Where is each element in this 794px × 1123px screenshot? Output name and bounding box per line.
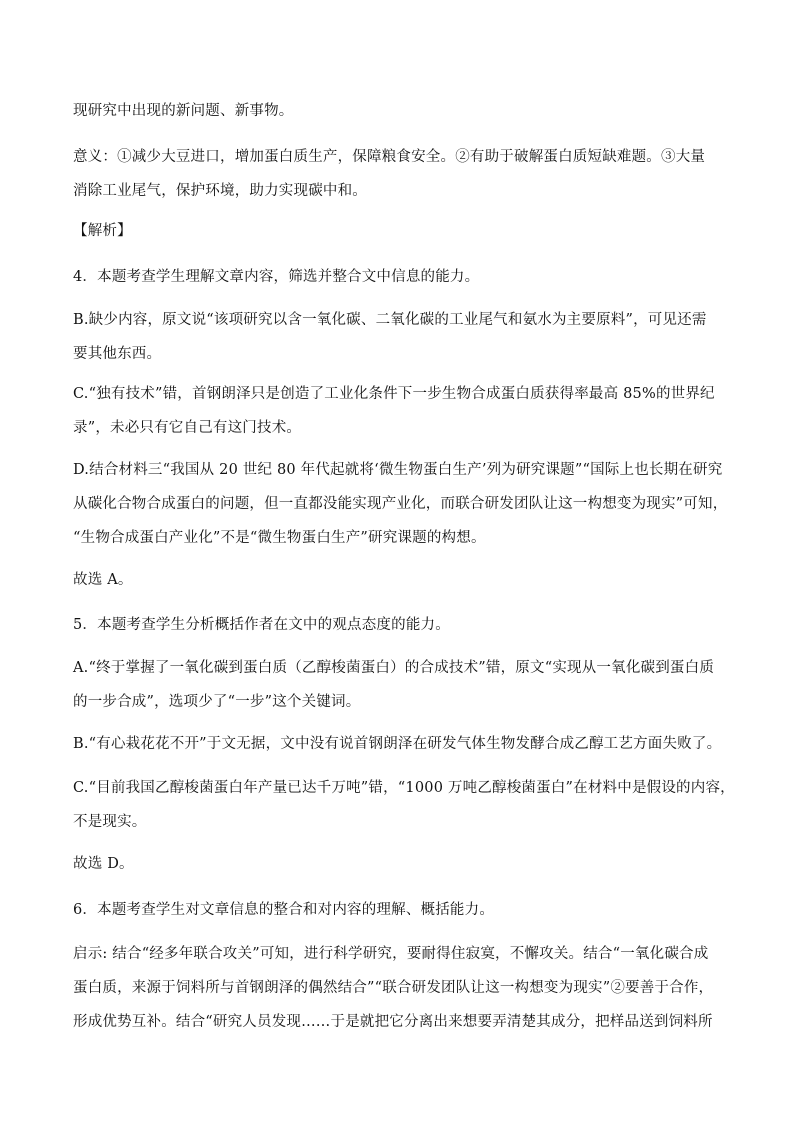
question-5-option-a bbox=[73, 651, 723, 719]
text-line: 不是现实。 bbox=[73, 814, 147, 830]
text-line: 消除工业尾气，保护环境，助力实现碳中和。 bbox=[73, 183, 367, 199]
question-6-intro bbox=[73, 893, 723, 927]
text-line: C.“独有技术”错，首钢朗泽只是创造了工业化条件下一步生物合成蛋白质获得率最高 85%的世界纪 bbox=[73, 386, 715, 402]
text-line: 【解析】 bbox=[73, 223, 132, 239]
question-5-intro bbox=[73, 608, 723, 642]
question-5-option-c bbox=[73, 771, 735, 839]
text-line: 5．本题考查学生分析概括作者在文中的观点态度的能力。 bbox=[73, 617, 450, 633]
text-line: B.“有心栽花花不开”于文无据，文中没有说首钢朗泽在研发气体生物发酵合成乙醇工艺方面失败了。 bbox=[73, 736, 722, 752]
text-line: “生物合成蛋白产业化”不是“微生物蛋白生产”研究课题的构想。 bbox=[73, 530, 486, 546]
text-line: 故选 D。 bbox=[73, 856, 134, 872]
question-4-option-d bbox=[73, 453, 728, 555]
question-4-answer bbox=[73, 563, 723, 597]
text-line: 录”，未必只有它自己有这门技术。 bbox=[73, 420, 302, 436]
paragraph-significance bbox=[73, 140, 723, 208]
text-line: 4．本题考查学生理解文章内容，筛选并整合文中信息的能力。 bbox=[73, 269, 480, 285]
text-line: 故选 A。 bbox=[73, 572, 133, 588]
text-line: 启示: 结合“经多年联合攻关”可知，进行科学研究，要耐得住寂寞，不懈攻关。结合“一氧化碳合成 bbox=[73, 946, 709, 962]
question-4-option-b bbox=[73, 303, 723, 371]
question-4-intro bbox=[73, 260, 723, 294]
question-6-inspiration bbox=[73, 937, 723, 1039]
text-line: 现研究中出现的新问题、新事物。 bbox=[73, 103, 294, 119]
text-line: 蛋白质，来源于饲料所与首钢朗泽的偶然结合”“联合研发团队让这一构想变为现实”②要善于合作， bbox=[73, 980, 714, 996]
question-5-answer bbox=[73, 847, 723, 881]
text-line: C.“目前我国乙醇梭菌蛋白年产量已达千万吨”错，“1000 万吨乙醇梭菌蛋白”在材料中是假设的内容， bbox=[73, 780, 735, 796]
text-line: 意义：①减少大豆进口，增加蛋白质生产，保障粮食安全。②有助于破解蛋白质短缺难题。③大量 bbox=[73, 149, 706, 165]
text-line: A.“终于掌握了一氧化碳到蛋白质（乙醇梭菌蛋白）的合成技术”错，原文“实现从一氧化碳到蛋白质 bbox=[73, 660, 715, 676]
text-line: 要其他东西。 bbox=[73, 346, 162, 362]
analysis-heading bbox=[73, 214, 723, 248]
text-line: 从碳化合物合成蛋白的问题，但一直都没能实现产业化，而联合研发团队让这一构想变为现实”可知， bbox=[73, 496, 728, 512]
text-line: D.结合材料三“我国从 20 世纪 80 年代起就将‘微生物蛋白生产’列为研究课题”“国际上也长期在研究 bbox=[73, 462, 723, 478]
question-4-option-c bbox=[73, 377, 723, 445]
paragraph-intro-tail bbox=[73, 94, 723, 128]
question-5-option-b bbox=[73, 727, 723, 761]
text-line: B.缺少内容，原文说“该项研究以含一氧化碳、二氧化碳的工业尾气和氨水为主要原料”，可见还需 bbox=[73, 312, 707, 328]
text-line: 形成优势互补。结合“研究人员发现……于是就把它分离出来想要弄清楚其成分，把样品送到饲料所 bbox=[73, 1014, 713, 1030]
text-line: 的一步合成”，选项少了“一步”这个关键词。 bbox=[73, 694, 361, 710]
text-line: 6．本题考查学生对文章信息的整合和对内容的理解、概括能力。 bbox=[73, 902, 495, 918]
